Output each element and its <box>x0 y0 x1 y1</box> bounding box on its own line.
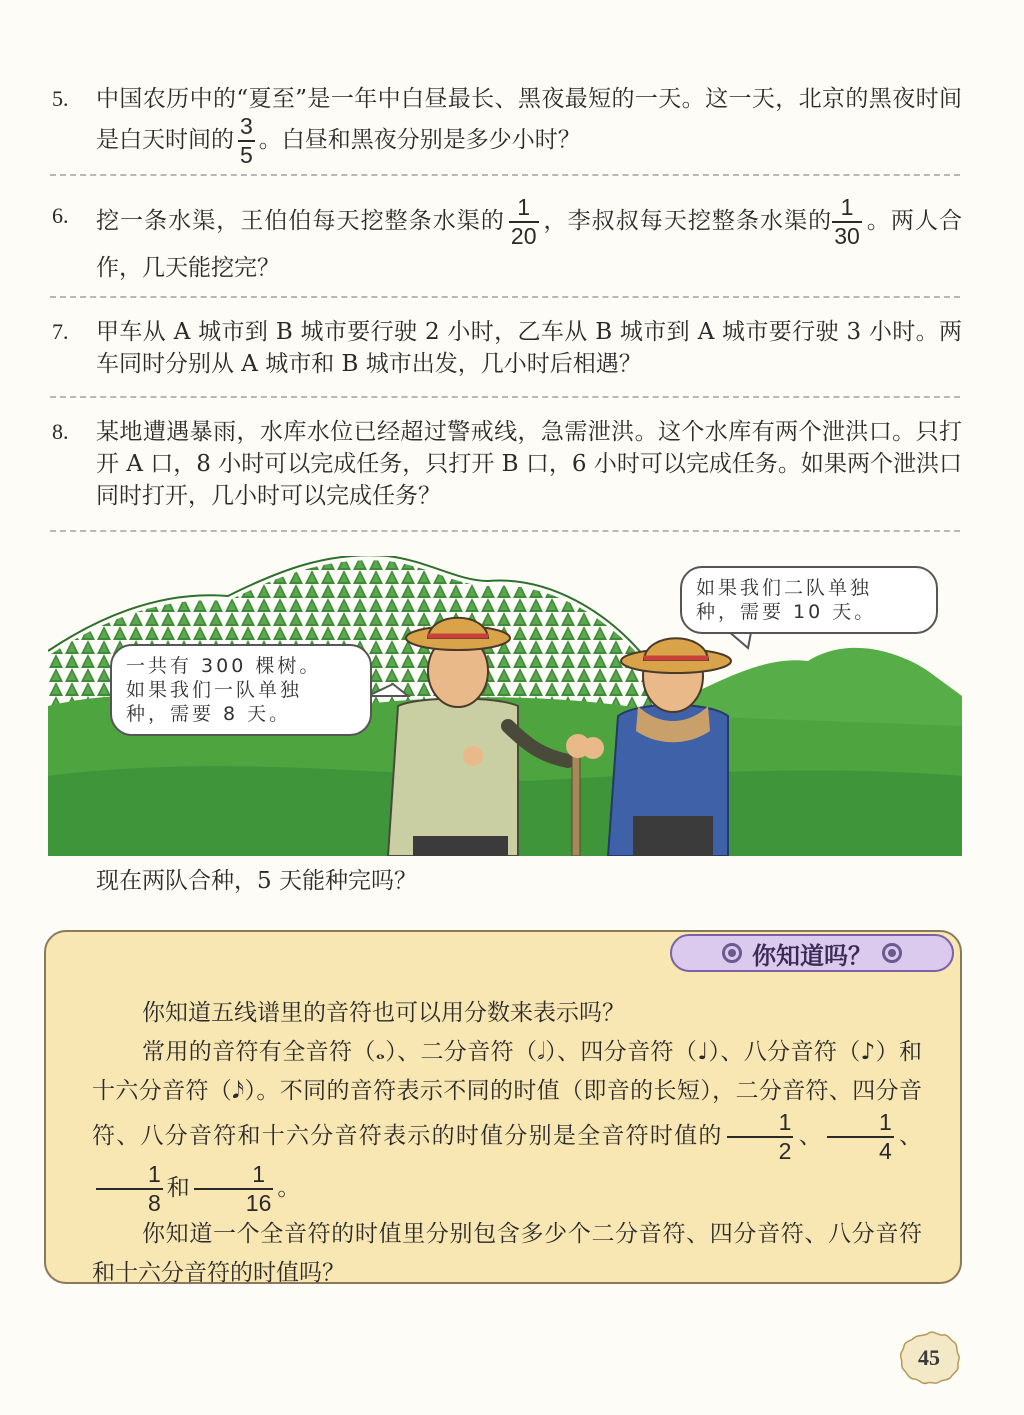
problem-text: 挖一条水渠，王伯伯每天挖整条水渠的 $\frac{1}{20}$ ，李叔叔每天挖整条水渠的 $\frac{1}{30}$ 。两人合作，几天能挖完？ <box>96 194 963 281</box>
problem-number: 7. <box>52 319 69 344</box>
fraction: $\frac{1}{16}$ <box>194 1163 274 1215</box>
divider <box>50 174 960 176</box>
divider <box>50 396 960 398</box>
quarter-note-icon: ♩ <box>697 1039 709 1065</box>
whole-note-icon: 𝅝 <box>375 1039 385 1065</box>
did-you-know-box <box>44 930 962 1284</box>
problem-number: 5. <box>52 86 69 111</box>
problem-7 <box>48 316 962 380</box>
fraction: $\frac{1}{8}$ <box>96 1163 163 1215</box>
problem-text: 中国农历中的“夏至”是一年中白昼最长、黑夜最短的一天。这一天，北京的黑夜时间是白天时间的 $\frac{3}{5}$ 。白昼和黑夜分别是多少小时？ <box>96 86 962 168</box>
circle-bullet-icon <box>882 943 902 963</box>
problem-9-question: 现在两队合种，5 天能种完吗？ <box>96 868 417 894</box>
half-note-icon: 𝅗𝅥 <box>537 1039 545 1065</box>
sixteenth-note-icon: 𝅘𝅥𝅯 <box>232 1078 245 1104</box>
speech-bubble-left: 一共有 300 棵树。 如果我们一队单独 种，需要 8 天。 <box>110 644 372 736</box>
fraction: $\frac{1}{20}$ <box>510 194 537 249</box>
problem-6 <box>48 196 962 288</box>
problem-text: 某地遭遇暴雨，水库水位已经超过警戒线，急需泄洪。这个水库有两个泄洪口。只打开 A 口，8 小时可以完成任务，只打开 B 口，6 小时可以完成任务。如果两个泄洪口同时打开，几小时可以完成任务？ <box>96 419 962 509</box>
info-text: 你知道五线谱里的音符也可以用分数来表示吗？ 常用的音符有全音符（𝅝）、二分音符（𝅗𝅥）、四分音符（♩）、八分音符（♪）和十六分音符（𝅘𝅥𝅯）。不同的音符表示不同的时值（即音的长短），二分音符、四分音符、八分音符和十六分音符表示的时值分别是全音符时值的 $\frac{1}{2}$ 、 $\frac{1}{4}$ 、 $\frac{1}{8}$ 和 $\frac{1}{16}$ 。 你知道一个全音符的时值里分别包含多少个二分音符、四分音符、八分音符和十六分音符的时值吗？ <box>92 1000 923 1286</box>
illustration-scene <box>48 556 962 856</box>
problem-number: 8. <box>52 419 69 444</box>
problem-8 <box>48 416 962 512</box>
speech-bubble-right: 如果我们二队单独 种，需要 10 天。 <box>680 566 938 634</box>
page-number-badge: 45 <box>896 1330 962 1386</box>
divider <box>50 296 960 298</box>
problem-5 <box>48 83 962 167</box>
did-you-know-title: 你知道吗？ <box>670 934 954 972</box>
divider <box>50 530 960 532</box>
circle-bullet-icon <box>722 943 742 963</box>
fraction: $\frac{1}{30}$ <box>834 194 860 249</box>
fraction: $\frac{1}{4}$ <box>827 1111 894 1163</box>
problem-text: 甲车从 A 城市到 B 城市要行驶 2 小时，乙车从 B 城市到 A 城市要行驶 3 小时。两车同时分别从 A 城市和 B 城市出发，几小时后相遇？ <box>96 319 962 377</box>
fraction: $\frac{1}{2}$ <box>727 1111 794 1163</box>
fraction: $\frac{3}{5}$ <box>240 113 253 168</box>
eighth-note-icon: ♪ <box>860 1039 876 1065</box>
problem-number: 6. <box>52 203 69 228</box>
